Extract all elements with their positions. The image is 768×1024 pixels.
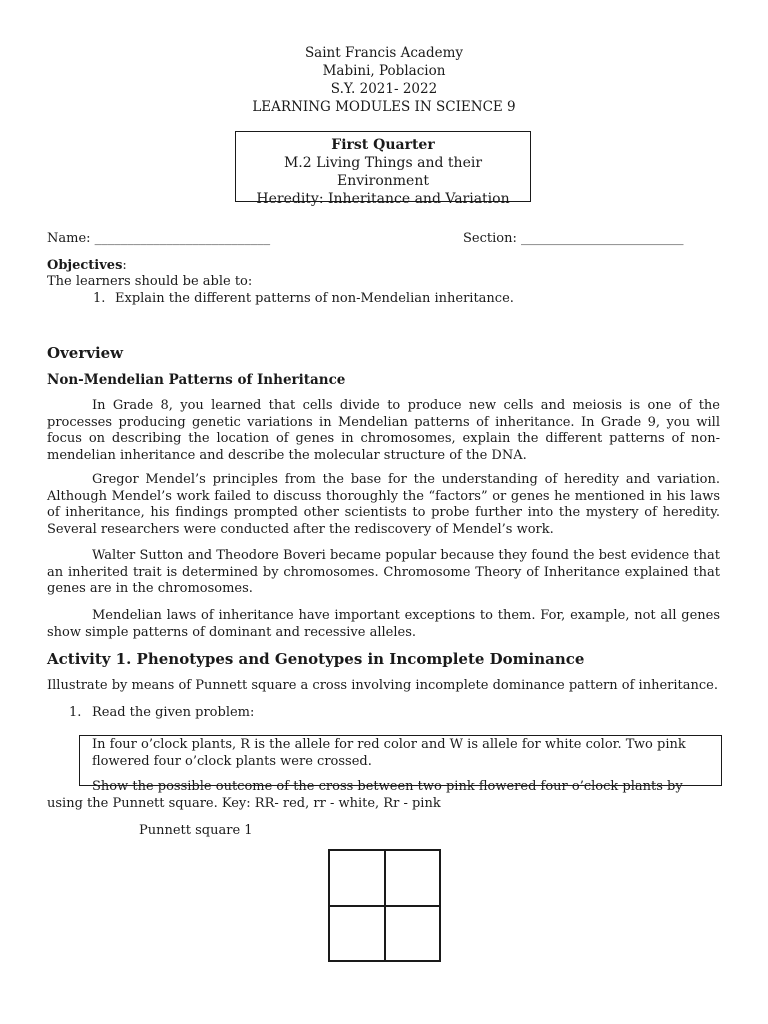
module-title: LEARNING MODULES IN SCIENCE 9 — [252, 99, 516, 115]
name-label: Name: — [47, 231, 91, 246]
overview-heading: Overview — [47, 344, 124, 362]
overview-paragraph: Gregor Mendel’s principles from the base for the understanding of heredity and variation. Although Mendel’s work failed to discuss thoroughly the “factors” or genes he mentioned in his laws of inheritance, his findings prompted other scientists to probe further into the mystery of heredity. Several researchers were conducted after the rediscovery of Mendel’s work. — [47, 472, 720, 537]
quarter-label: First Quarter — [331, 137, 435, 153]
section-blank[interactable]: _________________________ — [520, 231, 684, 246]
topic-label: Heredity: Inheritance and Variation — [256, 191, 510, 207]
objectives-heading: Objectives: — [47, 258, 127, 273]
objective-item-1: Explain the different patterns of non-Mendelian inheritance. — [115, 291, 514, 306]
punnett-cell[interactable] — [329, 850, 385, 906]
overview-paragraph: Walter Sutton and Theodore Boveri became popular because they found the best evidence that an inherited trait is determined by chromosomes. Chromosome Theory of Inheritance explained that genes are in the chromosomes. — [47, 548, 720, 596]
activity-step-number: 1. — [69, 705, 82, 720]
quarter-box — [235, 131, 531, 207]
activity-heading: Activity 1. Phenotypes and Genotypes in Incomplete Dominance — [47, 650, 585, 668]
section-label: Section: — [463, 231, 517, 246]
punnett-cell[interactable] — [385, 906, 441, 962]
overview-subheading: Non-Mendelian Patterns of Inheritance — [47, 372, 346, 388]
name-blank[interactable]: ___________________________ — [94, 231, 271, 246]
objectives-intro: The learners should be able to: — [47, 274, 253, 289]
show-outcome-text: Show the possible outcome of the cross between two pink flowered four o’clock plants by using the Punnett square. Key: RR- red, rr - white, Rr - pink — [47, 779, 683, 811]
section-field[interactable] — [463, 231, 683, 246]
punnett-square[interactable] — [328, 849, 441, 962]
punnett-cell[interactable] — [385, 850, 441, 906]
problem-text: In four o’clock plants, R is the allele for red color and W is allele for white color. Two pink flowered four o’clock plants were crossed. — [92, 737, 686, 769]
school-address: Mabini, Poblacion — [322, 63, 446, 79]
school-name: Saint Francis Academy — [304, 45, 464, 61]
name-field[interactable] — [47, 231, 270, 246]
module-label: M.2 Living Things and their Environment — [283, 155, 483, 189]
overview-paragraph: In Grade 8, you learned that cells divide to produce new cells and meiosis is one of the processes producing genetic variations in Mendelian patterns of inheritance. In Grade 9, you will focus on describing the location of genes in chromosomes, explain the different patterns of non-mendelian inheritance and describe the molecular structure of the DNA. — [47, 398, 720, 463]
punnett-square-label: Punnett square 1 — [139, 823, 253, 838]
activity-step-text: Read the given problem: — [92, 705, 255, 720]
overview-paragraph: Mendelian laws of inheritance have important exceptions to them. For, example, not all genes show simple patterns of dominant and recessive alleles. — [47, 608, 720, 640]
school-year: S.Y. 2021- 2022 — [330, 81, 438, 97]
objective-item-1-number: 1. — [93, 291, 106, 306]
punnett-cell[interactable] — [329, 906, 385, 962]
activity-instruction: Illustrate by means of Punnett square a cross involving incomplete dominance pattern of inheritance. — [47, 678, 718, 693]
